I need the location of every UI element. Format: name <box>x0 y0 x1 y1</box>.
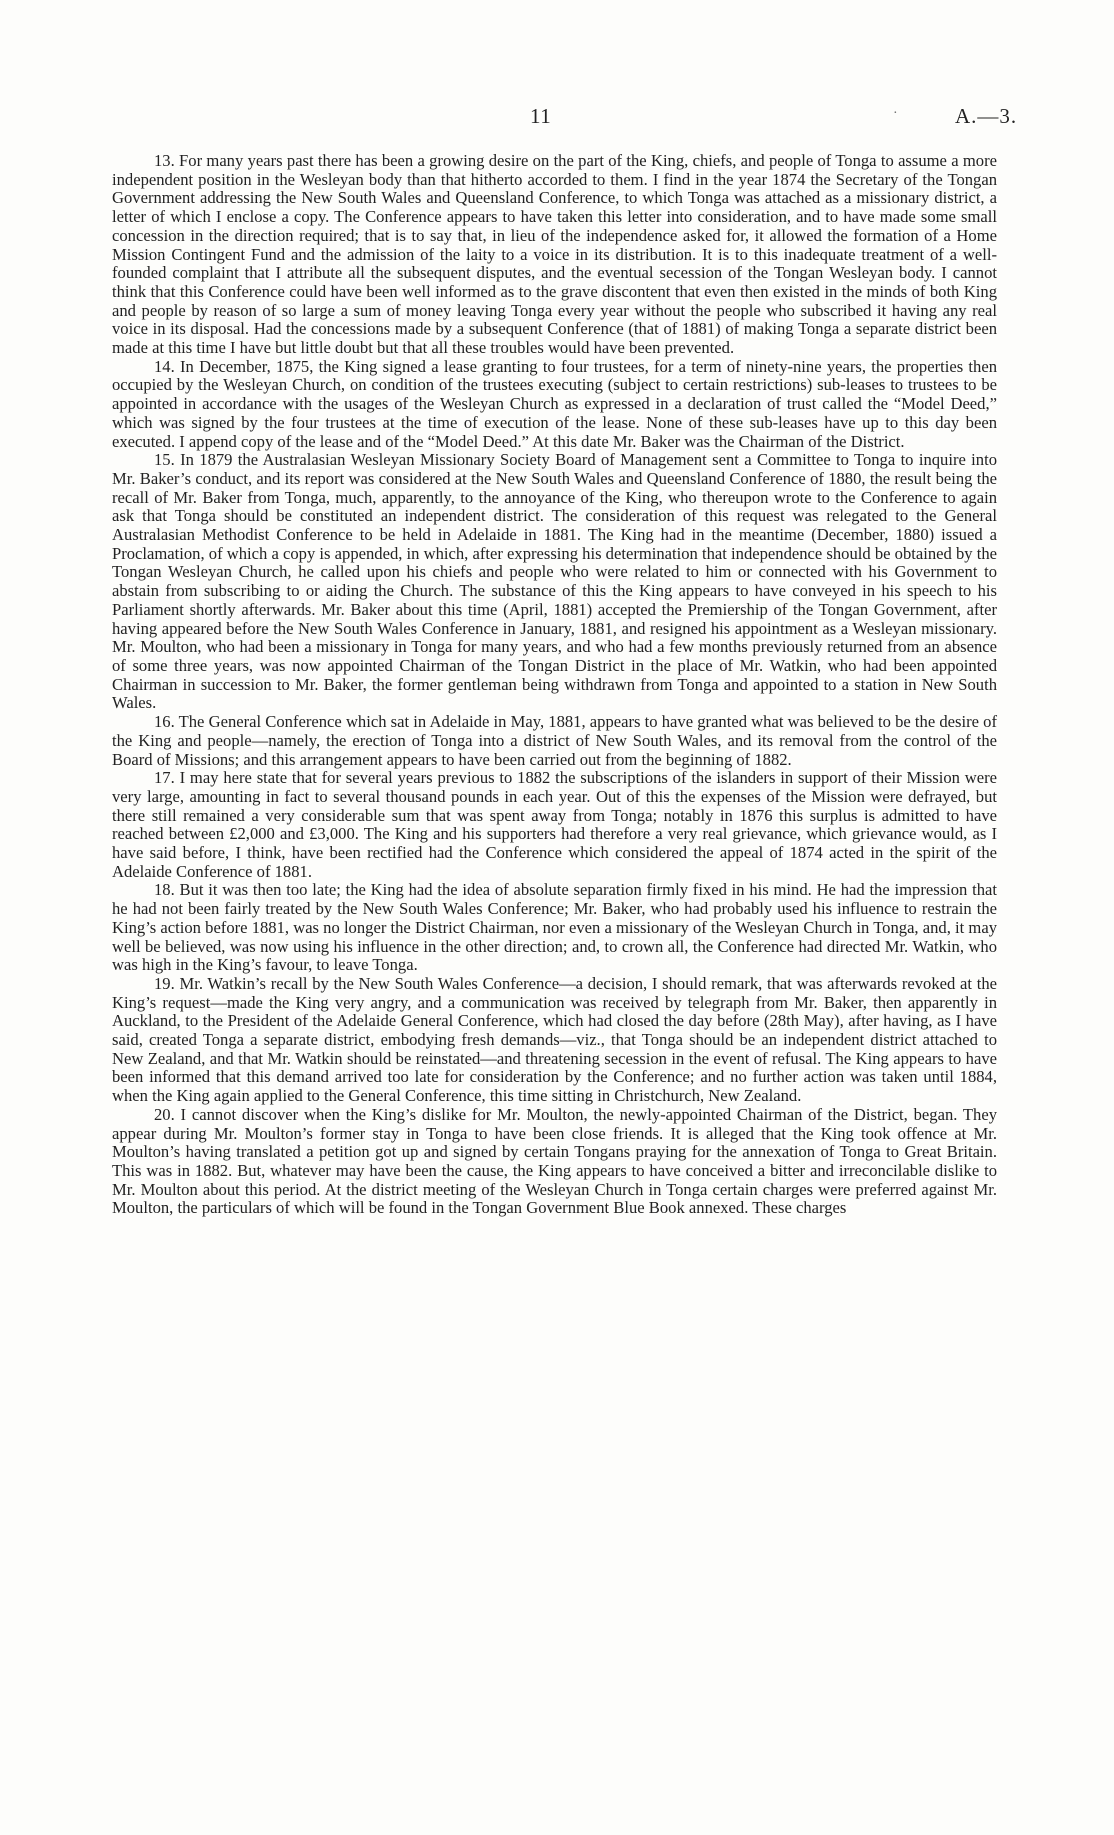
paragraph-14: 14. In December, 1875, the King signed a lease granting to four trustees, for a term of ninety-nine years, the properties then occupied by the Wesleyan Church, on condition of the trustees executing (subject to certain restrictions) sub-leases to trustees to be appointed in accordance with the usages of the Wesleyan Church as expressed in a declaration of trust called the “Model Deed,” which was signed by the four trustees at the time of execution of the lease. None of these sub-leases have up to this day been executed. I append copy of the lease and of the “Model Deed.” At this date Mr. Baker was the Chairman of the District. <box>112 356 997 451</box>
document-reference: A.—3. <box>955 104 1018 128</box>
margin-mark: · <box>893 106 898 121</box>
page-number: 11 <box>530 104 552 128</box>
body-text <box>112 152 997 1218</box>
paragraph-19: 19. Mr. Watkin’s recall by the New South Wales Conference—a decision, I should remark, that was afterwards revoked at the King’s request—made the King very angry, and a communication was received by telegraph from Mr. Baker, then apparently in Auckland, to the President of the Adelaide General Conference, which had closed the day before (28th May), after having, as I have said, created Tonga a separate district, embodying fresh demands—viz., that Tonga should be an independent district attached to New Zealand, and that Mr. Watkin should be reinstated—and threatening secession in the event of refusal. The King appears to have been informed that this demand arrived too late for consideration by the Conference; and no further action was taken until 1884, when the King again applied to the General Conference, this time sitting in Christchurch, New Zealand. <box>112 973 997 1106</box>
paragraph-13: 13. For many years past there has been a growing desire on the part of the King, chiefs, and people of Tonga to assume a more independent position in the Wesleyan body than that hitherto accorded to them. I find in the year 1874 the Secretary of the Tongan Government addressing the New South Wales and Queensland Conference, to which Tonga was attached as a missionary district, a letter of which I enclose a copy. The Conference appears to have taken this letter into consideration, and to have made some small concession in the direction required; that is to say that, in lieu of the independence asked for, it allowed the formation of a Home Mission Contingent Fund and the admission of the laity to a voice in its distribution. It is to this inadequate treatment of a well-founded complaint that I attribute all the subsequent disputes, and the eventual secession of the Tongan Wesleyan body. I cannot think that this Conference could have been well informed as to the grave discontent that even then existed in the minds of both King and people by reason of so large a sum of money leaving Tonga every year without the people who subscribed it having any real voice in its disposal. Had the concessions made by a subsequent Conference (that of 1881) of making Tonga a separate district been made at this time I have but little doubt but that all these troubles would have been prevented. <box>112 151 997 358</box>
paragraph-17: 17. I may here state that for several years previous to 1882 the subscriptions of the islanders in support of their Mission were very large, amounting in fact to several thousand pounds in each year. Out of this the expenses of the Mission were defrayed, but there still remained a very considerable sum that was spent away from Tonga; notably in 1876 this surplus is admitted to have reached between £2,000 and £3,000. The King and his supporters had therefore a very real grievance, which grievance would, as I have said before, I think, have been rectified had the Conference which considered the appeal of 1874 acted in the spirit of the Adelaide Conference of 1881. <box>112 768 997 881</box>
paragraph-16: 16. The General Conference which sat in Adelaide in May, 1881, appears to have granted what was believed to be the desire of the King and people—namely, the erection of Tonga into a district of New South Wales, and its removal from the control of the Board of Missions; and this arrangement appears to have been carried out from the beginning of 1882. <box>112 712 997 769</box>
paragraph-20: 20. I cannot discover when the King’s dislike for Mr. Moulton, the newly-appointed Chairman of the District, began. They appear during Mr. Moulton’s former stay in Tonga to have been close friends. It is alleged that the King took offence at Mr. Moulton’s having translated a petition got up and signed by certain Tongans praying for the annexation of Tonga to Great Britain. This was in 1882. But, whatever may have been the cause, the King appears to have conceived a bitter and irreconcilable dislike to Mr. Moulton about this period. At the district meeting of the Wesleyan Church in Tonga certain charges were preferred against Mr. Moulton, the particulars of which will be found in the Tongan Government Blue Book annexed. These charges <box>112 1104 997 1218</box>
paragraph-18: 18. But it was then too late; the King had the idea of absolute separation firmly fixed in his mind. He had the impression that he had not been fairly treated by the New South Wales Conference; Mr. Baker, who had probably used his influence to restrain the King’s action before 1881, was no longer the District Chairman, nor even a missionary of the Wesleyan Church in Tonga, and, it may well be believed, was now using his influence in the other direction; and, to crown all, the Conference had directed Mr. Watkin, who was high in the King’s favour, to leave Tonga. <box>112 880 997 975</box>
paragraph-15: 15. In 1879 the Australasian Wesleyan Missionary Society Board of Management sent a Committee to Tonga to inquire into Mr. Baker’s conduct, and its report was considered at the New South Wales and Queensland Conference of 1880, the result being the recall of Mr. Baker from Tonga, much, apparently, to the annoyance of the King, who thereupon wrote to the Conference to again ask that Tonga should be constituted an independent district. The consideration of this request was relegated to the General Australasian Methodist Conference to be held in Adelaide in 1881. The King had in the meantime (December, 1880) issued a Proclamation, of which a copy is appended, in which, after expressing his determination that independence should be obtained by the Tongan Wesleyan Church, he called upon his chiefs and people who were related to him or connected with his Government to abstain from subscribing to or aiding the Church. The substance of this the King appears to have conveyed in his speech to his Parliament shortly afterwards. Mr. Baker about this time (April, 1881) accepted the Premiership of the Tongan Government, after having appeared before the New South Wales Conference in January, 1881, and resigned his appointment as a Wesleyan missionary. Mr. Moulton, who had been a missionary in Tonga for many years, and who had a few months previously returned from an absence of some three years, was now appointed Chairman of the Tongan District in the place of Mr. Watkin, who had been appointed Chairman in succession to Mr. Baker, the former gentleman being withdrawn from Tonga and appointed to a station in New South Wales. <box>112 450 997 713</box>
page-header <box>0 104 1114 136</box>
